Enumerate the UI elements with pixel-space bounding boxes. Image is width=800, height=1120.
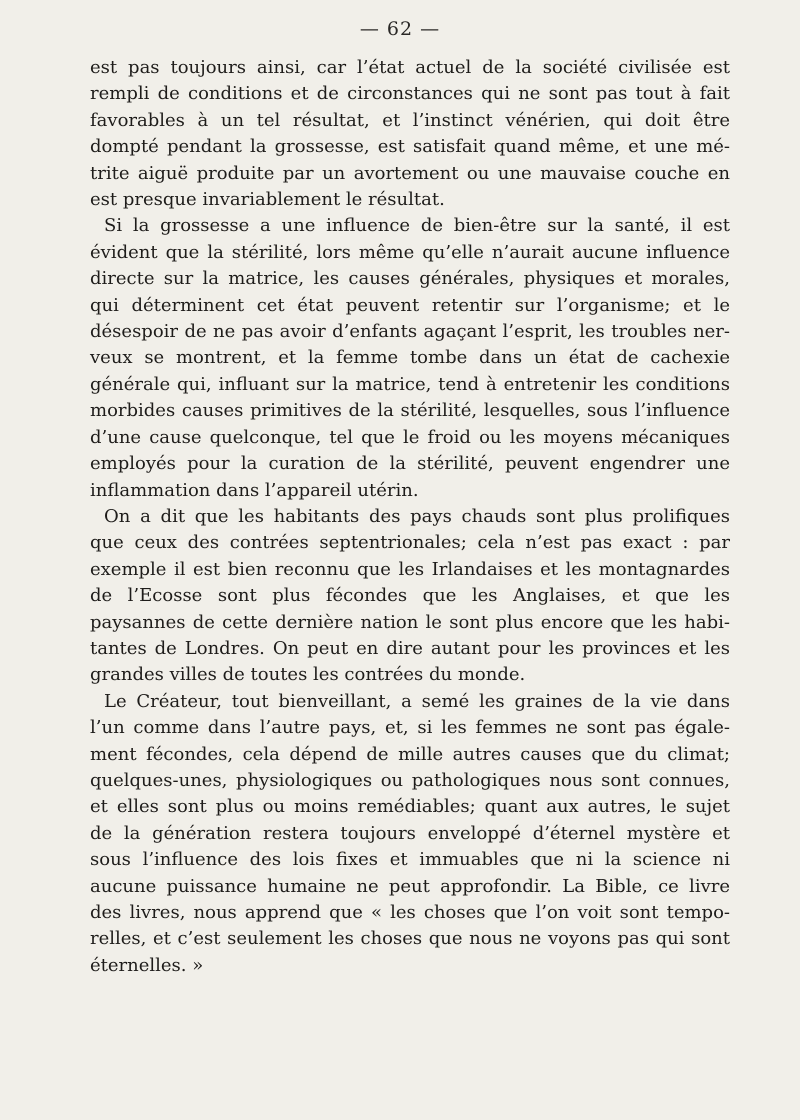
text-line: est pas toujours ainsi, car l’état actuel de la société civilisée est (90, 57, 730, 78)
text-line: éternelles. » (90, 954, 204, 976)
text-line: est presque invariablement le résultat. (90, 189, 445, 211)
text-line: favorables à un tel résultat, et l’instinct vénérien, qui doit être (90, 109, 730, 131)
text-line: que ceux des contrées septentrionales; cela n’est pas exact : par (90, 532, 730, 554)
text-line: d’une cause quelconque, tel que le froid ou les moyens mécaniques (90, 426, 730, 448)
text-line: dompté pendant la grossesse, est satisfait quand même, et une mé- (90, 136, 730, 158)
text-line: grandes villes de toutes les contrées du monde. (90, 664, 526, 686)
text-line: générale qui, influant sur la matrice, tend à entretenir les conditions (90, 373, 730, 395)
text-line: l’un comme dans l’autre pays, et, si les femmes ne sont pas égale- (90, 717, 730, 739)
text-line: évident que la stérilité, lors même qu’elle n’aurait aucune influence (90, 241, 730, 263)
text-line: de la génération restera toujours enveloppé d’éternel mystère et (90, 822, 730, 844)
text-line: qui déterminent cet état peuvent retentir sur l’organisme; et le (90, 294, 730, 316)
text-line: désespoir de ne pas avoir d’enfants agaçant l’esprit, les troubles ner- (90, 321, 730, 343)
text-line: veux se montrent, et la femme tombe dans un état de cachexie (90, 347, 730, 369)
text-line: quelques-unes, physiologiques ou pathologiques nous sont connues, (90, 769, 730, 791)
paragraph (90, 55, 730, 213)
text-line: exemple il est bien reconnu que les Irlandaises et les montagnardes (90, 558, 730, 580)
text-line: aucune puissance humaine ne peut approfondir. La Bible, ce livre (90, 875, 730, 897)
text-line: paysannes de cette dernière nation le sont plus encore que les habi- (90, 611, 730, 633)
page-number: — 62 — (359, 18, 441, 40)
text-line: et elles sont plus ou moins remédiables; quant aux autres, le sujet (90, 796, 730, 818)
paragraph (90, 504, 730, 689)
text-line: ment fécondes, cela dépend de mille autres causes que du climat; (90, 743, 730, 765)
text-line: de l’Ecosse sont plus fécondes que les Anglaises, et que les (90, 585, 730, 607)
text-line: relles, et c’est seulement les choses que nous ne voyons pas qui sont (90, 928, 730, 950)
text-line: tantes de Londres. On peut en dire autant pour les provinces et les (90, 637, 730, 659)
text-line: inflammation dans l’appareil utérin. (90, 479, 419, 501)
text-line: Si la grossesse a une influence de bien-être sur la santé, il est (104, 215, 730, 237)
text-line: des livres, nous apprend que « les choses que l’on voit sont tempo- (90, 902, 730, 923)
text-line: trite aiguë produite par un avortement ou une mauvaise couche en (90, 162, 730, 184)
text-line: rempli de conditions et de circonstances qui ne sont pas tout à fait (90, 83, 730, 105)
text-line: morbides causes primitives de la stérilité, lesquelles, sous l’influence (90, 400, 730, 422)
paragraph (90, 689, 730, 979)
text-line: Le Créateur, tout bienveillant, a semé les graines de la vie dans (104, 690, 730, 712)
paragraph (90, 213, 730, 503)
body-text (90, 55, 730, 979)
text-line: employés pour la curation de la stérilité, peuvent engendrer une (90, 453, 730, 475)
text-line: sous l’influence des lois fixes et immuables que ni la science ni (90, 849, 730, 871)
text-line: On a dit que les habitants des pays chauds sont plus prolifiques (104, 505, 730, 527)
text-line: directe sur la matrice, les causes générales, physiques et morales, (90, 268, 730, 290)
